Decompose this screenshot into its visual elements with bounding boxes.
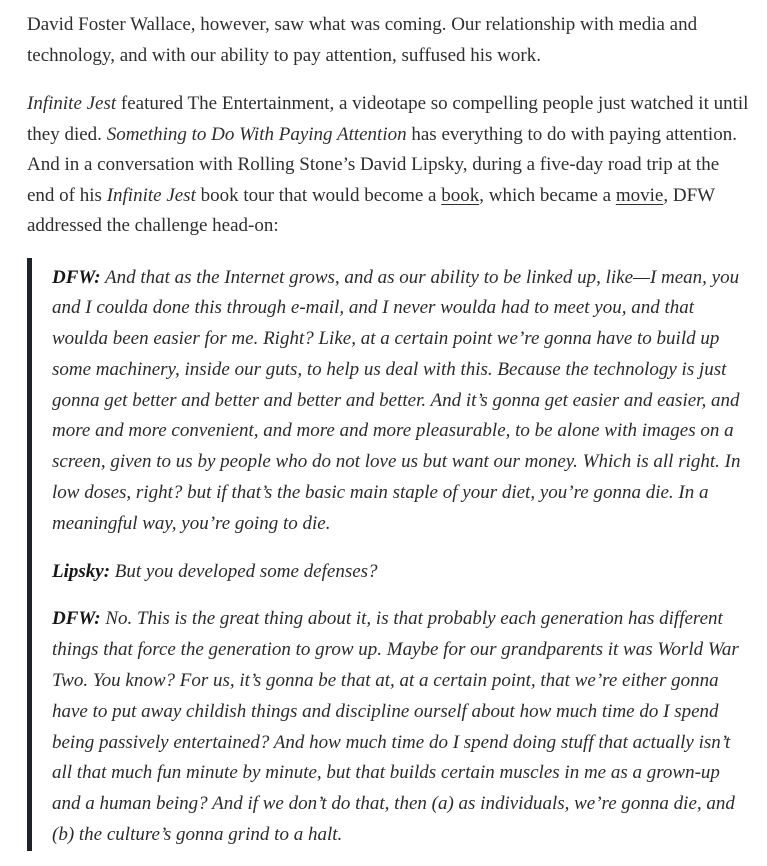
context-paragraph [27,89,749,242]
paragraph-text: book tour that would become a [195,184,442,206]
book-title-infinite-jest-2: Infinite Jest [106,184,196,206]
paragraph-text: , DFW addressed the challenge head-on: [27,184,715,236]
interview-blockquote [27,258,749,851]
intro-paragraph: David Foster Wallace, however, saw what was coming. Our relationship with media and technology, and with our ability to pay attention, suffused his work. [27,14,698,66]
quote-text: But you developed some defenses? [110,560,378,582]
movie-link[interactable]: movie [615,184,664,206]
speaker-label: DFW: [52,608,101,630]
quote-paragraph [52,263,749,540]
paragraph-text: has everything to do with paying attention. And in a conversation with Rolling Stone’s David Lipsky, during a five-day road trip at the end of his [27,123,737,206]
quote-text: No. This is the great thing about it, is that probably each generation has different things that force the generation to grow up. Maybe for our grandparents it was World War Two. You know? For us, it’s gonna be that at, at a certain point, that we’re either gonna have to put away childish things and discipline ourself about how much time do I spend being passively entertained? And how much time do I spend doing stuff that actually isn’t all that much fun minute by minute, but that builds certain muscles in me as a grown-up and a human being? And if we don’t do that, then (a) as individuals, we’re gonna die, and (b) the culture’s gonna grind to a halt. [52,608,739,846]
quote-text: And that as the Internet grows, and as our ability to be linked up, like—I mean, you and I coulda done this through e-mail, and I never woulda had to meet you, and that woulda been easier for me. Right? Like, at a certain point we’re gonna have to build up some machinery, inside our guts, to help us deal with this. Because the technology is just gonna get better and better and better and better. And it’s gonna get easier and easier, and more and more convenient, and more and more pleasurable, to be alone with images on a screen, given to us by people who do not love us but want our money. Which is all right. In low doses, right? but if that’s the basic main staple of your diet, you’re gonna die. In a meaningful way, you’re going to die. [52,266,741,534]
paragraph-text: featured The Entertainment, a videotape so compelling people just watched it until they died. [27,93,749,145]
book-title-something-to-do: Something to Do With Paying Attention [106,123,407,145]
book-link[interactable]: book [441,184,480,206]
quote-paragraph [52,604,749,850]
paragraph-text: , which became a [479,184,616,206]
quote-paragraph [52,557,749,588]
speaker-label: DFW: [52,266,101,288]
book-title-infinite-jest: Infinite Jest [27,93,117,114]
speaker-label: Lipsky: [52,560,111,582]
